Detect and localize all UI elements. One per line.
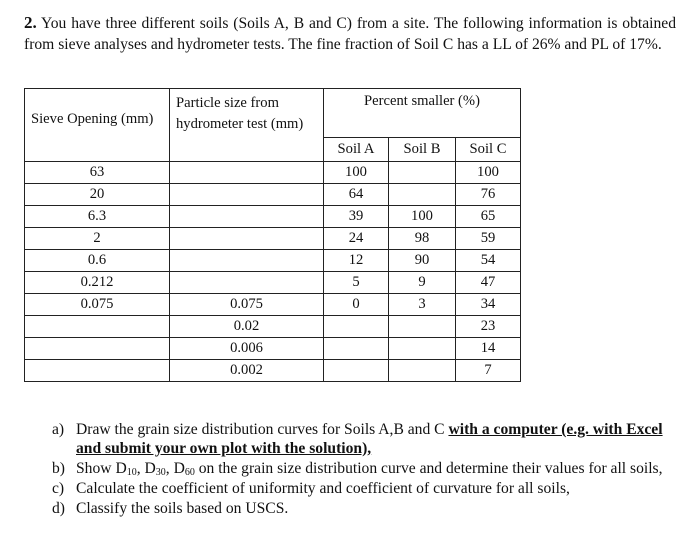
task-text-tail: on the grain size distribution curve and determine their values for all soils,	[194, 460, 663, 477]
hydrometer-cell	[170, 206, 324, 228]
percent-smaller-header: Percent smaller (%)	[324, 89, 521, 138]
soil-c-cell: 7	[456, 360, 521, 382]
problem-statement	[24, 12, 676, 55]
soil-c-cell: 34	[456, 294, 521, 316]
sieve-cell: 0.212	[25, 272, 170, 294]
sieve-cell	[25, 316, 170, 338]
task-text: Draw the grain size distribution curves for Soils A,B and C	[76, 421, 449, 438]
problem-number: 2.	[24, 13, 37, 32]
soil-b-cell	[389, 338, 456, 360]
problem-text: You have three different soils (Soils A, B and C) from a site. The following information is obtained from sieve analyses and hydrometer tests. The fine fraction of Soil C has a LL of 26% and PL of 17%.	[24, 15, 676, 53]
soil-c-cell: 47	[456, 272, 521, 294]
table-row	[25, 316, 521, 338]
task-marker: d)	[52, 500, 65, 517]
task-a	[52, 420, 677, 458]
soil-a-cell	[324, 316, 389, 338]
soil-c-cell: 65	[456, 206, 521, 228]
soil-a-header: Soil A	[324, 138, 389, 162]
table-row	[25, 206, 521, 228]
soil-b-cell	[389, 184, 456, 206]
soil-b-cell	[389, 316, 456, 338]
soil-c-cell: 54	[456, 250, 521, 272]
sieve-cell: 0.6	[25, 250, 170, 272]
soil-c-cell: 14	[456, 338, 521, 360]
soil-c-cell: 59	[456, 228, 521, 250]
sieve-cell	[25, 338, 170, 360]
soil-a-cell	[324, 360, 389, 382]
soil-c-cell: 100	[456, 162, 521, 184]
hydrometer-cell: 0.006	[170, 338, 324, 360]
soil-a-cell: 24	[324, 228, 389, 250]
hydrometer-cell: 0.002	[170, 360, 324, 382]
task-c	[52, 479, 677, 498]
table-row	[25, 184, 521, 206]
table-row	[25, 338, 521, 360]
sieve-cell: 6.3	[25, 206, 170, 228]
soil-a-cell: 39	[324, 206, 389, 228]
task-b: b) Show $D_{10}$, $D_{30}$, $D_{60}$ on the grain size distribution curve and determine their values for all soils,	[52, 460, 663, 478]
hydrometer-cell: 0.02	[170, 316, 324, 338]
task-d	[52, 499, 677, 518]
d30-symbol: $D_{30}$	[144, 460, 166, 478]
sieve-opening-header: Sieve Opening (mm)	[25, 89, 170, 162]
soil-b-header: Soil B	[389, 138, 456, 162]
soil-b-cell	[389, 162, 456, 184]
hydrometer-cell: 0.075	[170, 294, 324, 316]
task-text: Show	[76, 460, 116, 477]
soil-a-cell: 5	[324, 272, 389, 294]
soil-a-cell: 0	[324, 294, 389, 316]
table-row	[25, 272, 521, 294]
table-row	[25, 250, 521, 272]
hydrometer-header: Particle size from hydrometer test (mm)	[170, 89, 324, 162]
soil-b-cell: 9	[389, 272, 456, 294]
table-row	[25, 294, 521, 316]
soil-b-cell: 3	[389, 294, 456, 316]
soil-b-cell: 100	[389, 206, 456, 228]
soil-a-cell: 12	[324, 250, 389, 272]
sieve-cell: 20	[25, 184, 170, 206]
d60-symbol: $D_{60}$	[173, 460, 195, 478]
task-text: Calculate the coefficient of uniformity and coefficient of curvature for all soils,	[76, 480, 570, 497]
task-emphasis: with a computer (e.g. with Excel and submit your own plot with the solution),	[76, 421, 663, 457]
task-text: Classify the soils based on USCS.	[76, 500, 289, 517]
soil-c-cell: 76	[456, 184, 521, 206]
task-list	[52, 420, 677, 519]
hydrometer-cell	[170, 250, 324, 272]
sieve-analysis-table	[24, 88, 521, 382]
soil-a-cell	[324, 338, 389, 360]
table-row	[25, 162, 521, 184]
soil-c-cell: 23	[456, 316, 521, 338]
hydrometer-cell	[170, 228, 324, 250]
hydrometer-cell	[170, 162, 324, 184]
table-row	[25, 360, 521, 382]
task-marker: b)	[52, 460, 65, 477]
hydrometer-cell	[170, 184, 324, 206]
d10-symbol: $D_{10}$	[115, 460, 137, 478]
soil-b-cell	[389, 360, 456, 382]
soil-b-cell: 98	[389, 228, 456, 250]
sieve-cell: 63	[25, 162, 170, 184]
sieve-cell	[25, 360, 170, 382]
soil-b-cell: 90	[389, 250, 456, 272]
soil-c-header: Soil C	[456, 138, 521, 162]
table-row	[25, 228, 521, 250]
soil-a-cell: 64	[324, 184, 389, 206]
hydrometer-cell	[170, 272, 324, 294]
soil-a-cell: 100	[324, 162, 389, 184]
sieve-cell: 2	[25, 228, 170, 250]
task-marker: c)	[52, 480, 65, 497]
sieve-cell: 0.075	[25, 294, 170, 316]
task-marker: a)	[52, 421, 65, 438]
